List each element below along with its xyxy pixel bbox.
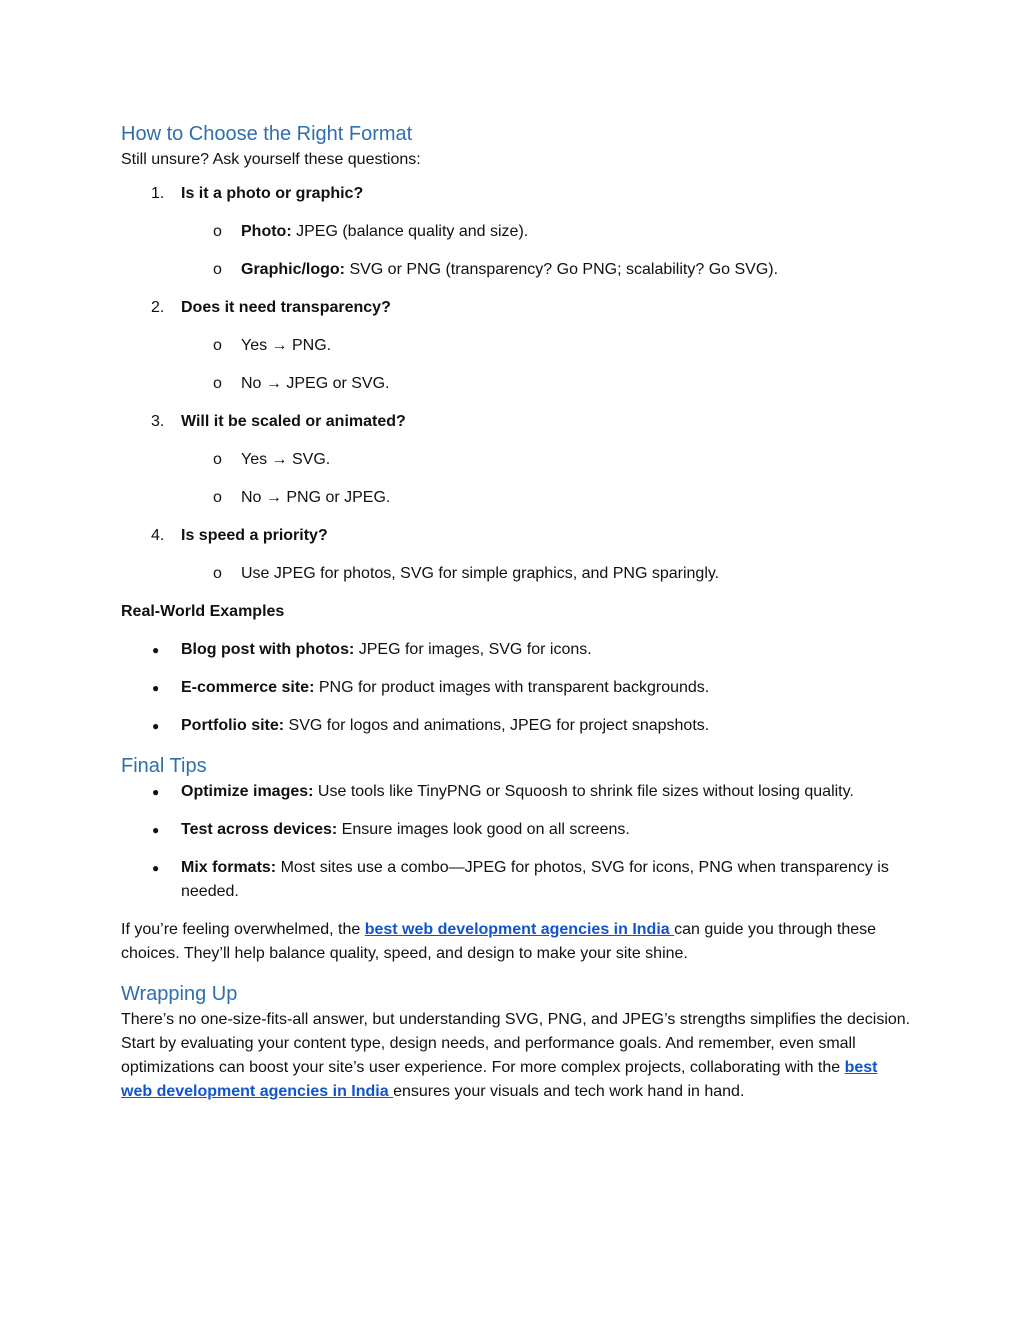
intro-text: Still unsure? Ask yourself these questions: [121,151,421,168]
heading-final-tips: Final Tips [121,755,207,777]
question-item [121,410,911,510]
list-number: 1. [151,185,165,202]
paragraph-text: There’s no one-size-fits-all answer, but understanding SVG, PNG, and JPEG’s strengths simplifies the decision. Start by evaluating your content type, design needs, and performance goals. And remember, even small optimizations can boost your site’s user experience. For more complex projects, collaborating with the [121,1011,911,1076]
sub-item [121,562,911,586]
paragraph-text: ensures your visuals and tech work hand in hand. [393,1083,745,1100]
sub-list [181,562,911,586]
paragraph-text: If you’re feeling overwhelmed, the [121,921,365,938]
circle-bullet-icon: o [213,451,222,468]
sub-text: Yes → PNG. [241,337,332,354]
bullet-icon: ● [152,785,160,799]
question-item [121,524,911,586]
item-text: SVG for logos and animations, JPEG for project snapshots. [284,717,710,734]
document-page [121,120,911,1104]
circle-bullet-icon: o [213,337,222,354]
sub-item [121,372,911,396]
list-item [121,638,911,662]
circle-bullet-icon: o [213,375,222,392]
heading-choose-format: How to Choose the Right Format [121,123,413,145]
sub-list [181,334,911,396]
heading-real-world-examples: Real-World Examples [121,603,285,620]
examples-list [121,638,911,738]
wrap-paragraph [121,1008,911,1104]
list-item [121,676,911,700]
bullet-icon: ● [152,861,160,875]
item-label: Blog post with photos: [181,641,355,658]
circle-bullet-icon: o [213,223,222,240]
sub-list [181,448,911,510]
bullet-icon: ● [152,719,160,733]
tips-paragraph [121,918,911,966]
list-number: 4. [151,527,165,544]
sub-list [181,220,911,282]
item-label: Optimize images: [181,783,314,800]
item-label: Portfolio site: [181,717,285,734]
bullet-icon: ● [152,681,160,695]
item-label: E-commerce site: [181,679,315,696]
list-item [121,856,911,904]
sub-text: No → PNG or JPEG. [241,489,391,506]
circle-bullet-icon: o [213,565,222,582]
agencies-link[interactable]: best web development agencies in India [121,1059,878,1100]
sub-label: Graphic/logo: [241,261,345,278]
sub-item [121,334,911,358]
question-title: Will it be scaled or animated? [181,413,406,430]
item-text: Ensure images look good on all screens. [337,821,630,838]
item-label: Test across devices: [181,821,338,838]
sub-text: SVG or PNG (transparency? Go PNG; scalability? Go SVG). [345,261,779,278]
item-text: PNG for product images with transparent backgrounds. [314,679,710,696]
heading-wrapping-up: Wrapping Up [121,983,238,1005]
bullet-icon: ● [152,823,160,837]
item-text: Most sites use a combo—JPEG for photos, SVG for icons, PNG when transparency is needed. [181,859,889,900]
circle-bullet-icon: o [213,489,222,506]
sub-item [121,448,911,472]
question-item [121,182,911,282]
agencies-link[interactable]: best web development agencies in India [364,921,675,938]
sub-text: Yes → SVG. [241,451,331,468]
tips-list [121,780,911,904]
item-text: Use tools like TinyPNG or Squoosh to shrink file sizes without losing quality. [313,783,854,800]
sub-item [121,486,911,510]
questions-list [121,182,911,586]
sub-label: Photo: [241,223,292,240]
sub-item [121,258,911,282]
list-number: 2. [151,299,165,316]
circle-bullet-icon: o [213,261,222,278]
question-title: Does it need transparency? [181,299,391,316]
list-item [121,714,911,738]
question-title: Is it a photo or graphic? [181,185,364,202]
sub-text: No → JPEG or SVG. [241,375,390,392]
sub-text: Use JPEG for photos, SVG for simple graphics, and PNG sparingly. [241,565,720,582]
list-item [121,780,911,804]
list-item [121,818,911,842]
question-title: Is speed a priority? [181,527,328,544]
paragraph-text: can guide you through these choices. They’ll help balance quality, speed, and design to make your site shine. [121,921,877,962]
sub-item [121,220,911,244]
question-item [121,296,911,396]
sub-text: JPEG (balance quality and size). [291,223,529,240]
item-text: JPEG for images, SVG for icons. [354,641,592,658]
item-label: Mix formats: [181,859,277,876]
bullet-icon: ● [152,643,160,657]
list-number: 3. [151,413,165,430]
